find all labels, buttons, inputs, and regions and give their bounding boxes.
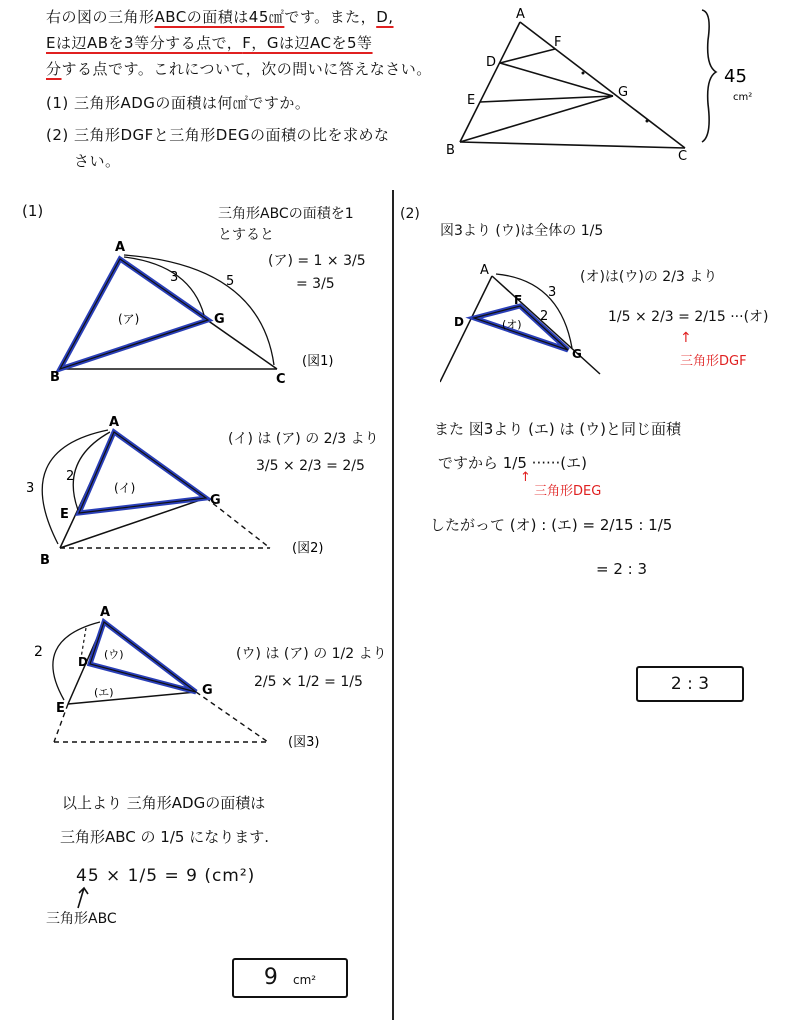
area-value: 45 bbox=[724, 66, 747, 87]
eq-a-2: = 3/5 bbox=[296, 276, 335, 292]
eq-i-2: 3/5 × 2/3 = 2/5 bbox=[256, 458, 365, 474]
triangle-label: (ア) bbox=[118, 312, 140, 326]
answer-box-2 bbox=[636, 666, 744, 702]
text: する点です。これについて，次の問いに答えなさい。 bbox=[61, 60, 432, 78]
triangle-label: (イ) bbox=[114, 481, 136, 495]
label-A: A bbox=[109, 415, 120, 430]
triangle-label: (オ) bbox=[502, 318, 522, 331]
triangle-label: (エ) bbox=[94, 686, 114, 699]
figure-label: (図2) bbox=[292, 541, 324, 556]
figure-3 bbox=[20, 600, 370, 760]
label-B: B bbox=[446, 143, 455, 158]
side-label: 5 bbox=[226, 274, 235, 289]
also-2: ですから 1/5 ······(エ) bbox=[438, 454, 587, 472]
label-E: E bbox=[56, 701, 65, 716]
side-label: 3 bbox=[170, 270, 179, 285]
eq-u-2: 2/5 × 1/2 = 1/5 bbox=[254, 674, 363, 690]
label-A: A bbox=[480, 263, 489, 278]
answer-value: 9 bbox=[263, 965, 278, 990]
label-G: G bbox=[214, 312, 225, 327]
arrow-up-icon bbox=[70, 884, 100, 910]
label-A: A bbox=[100, 605, 111, 620]
conclusion-1: 以上より 三角形ADGの面積は bbox=[62, 794, 266, 812]
also-1: また 図3より (エ) は (ウ)と同じ面積 bbox=[434, 420, 682, 438]
question-2-cont: さい。 bbox=[74, 152, 121, 170]
side-label: 2 bbox=[540, 309, 549, 324]
text: です。また， bbox=[284, 8, 377, 26]
label-C: C bbox=[276, 372, 286, 385]
label-D: D bbox=[454, 315, 464, 329]
question-text: 三角形DGFと三角形DEGの面積の比を求めな bbox=[74, 126, 390, 144]
calculation: 45 × 1/5 = 9 (cm²) bbox=[76, 866, 256, 886]
eq-a-1: (ア) = 1 × 3/5 bbox=[268, 253, 366, 269]
answer-unit: cm² bbox=[292, 973, 317, 987]
column-divider bbox=[392, 190, 394, 1020]
problem-line-1 bbox=[46, 4, 446, 30]
calc-note: 三角形ABC bbox=[46, 911, 117, 927]
label-D: D bbox=[78, 655, 88, 669]
red-arrow-icon: ↑ bbox=[680, 330, 692, 346]
label-E: E bbox=[467, 93, 476, 108]
text: ABCの面積は45㎠ bbox=[154, 8, 285, 26]
side-label: 3 bbox=[26, 481, 35, 496]
question-text: 三角形ADGの面積は何㎠ですか。 bbox=[74, 94, 311, 112]
part2-intro: 図3より (ウ)は全体の 1/5 bbox=[440, 223, 604, 239]
therefore-1: したがって (オ) : (エ) = 2/15 : 1/5 bbox=[430, 516, 673, 534]
label-G: G bbox=[572, 347, 582, 361]
text: D, bbox=[376, 8, 394, 26]
label-D: D bbox=[486, 55, 497, 70]
eq-u-1: (ウ) は (ア) の 1/2 より bbox=[236, 646, 387, 662]
red-arrow-icon-2: ↑ bbox=[520, 470, 531, 485]
text: F，Gは辺ACを5等 bbox=[242, 34, 373, 52]
eq-i-1: (イ) は (ア) の 2/3 より bbox=[228, 431, 379, 447]
text: 右の図の三角形 bbox=[46, 8, 155, 26]
side-label: 3 bbox=[548, 285, 557, 300]
answer-box-1 bbox=[232, 958, 348, 998]
brace-icon bbox=[702, 10, 716, 142]
eq-o-2: 1/5 × 2/3 = 2/15 ···(オ) bbox=[608, 309, 769, 325]
triangle-label: (ウ) bbox=[104, 648, 124, 661]
label-B: B bbox=[50, 370, 60, 385]
problem-statement bbox=[46, 4, 446, 174]
label-A: A bbox=[516, 7, 525, 22]
area-unit: cm² bbox=[733, 92, 753, 103]
eq-o-1: (オ)は(ウ)の 2/3 より bbox=[580, 269, 718, 285]
answer-ratio: 2 : 3 bbox=[670, 674, 710, 694]
text: Eは辺ABを3等分する点で， bbox=[46, 34, 243, 52]
question-number: (2) bbox=[46, 126, 69, 144]
label-A: A bbox=[115, 240, 126, 255]
problem-line-3 bbox=[46, 56, 446, 82]
text: 分 bbox=[46, 60, 62, 78]
part1-note-1: 三角形ABCの面積を1 bbox=[218, 206, 354, 222]
part1-heading: (1) bbox=[22, 202, 44, 220]
part2-heading: (2) bbox=[400, 206, 420, 222]
label-F: F bbox=[554, 35, 562, 50]
main-triangle-figure bbox=[440, 0, 787, 180]
question-2 bbox=[46, 122, 446, 148]
label-G: G bbox=[202, 683, 213, 698]
figure-label: (図3) bbox=[288, 735, 320, 750]
red-note-deg: 三角形DEG bbox=[534, 484, 602, 499]
conclusion-2: 三角形ABC の 1/5 になります. bbox=[60, 828, 269, 846]
label-C: C bbox=[678, 149, 688, 164]
figure-2 bbox=[20, 410, 370, 570]
question-number: (1) bbox=[46, 94, 69, 112]
problem-line-2 bbox=[46, 30, 446, 56]
label-F: F bbox=[514, 293, 523, 307]
therefore-2: = 2 : 3 bbox=[596, 560, 648, 578]
part1-note-2: とすると bbox=[218, 227, 274, 243]
side-label: 2 bbox=[34, 644, 43, 660]
red-note-dgf: 三角形DGF bbox=[680, 354, 747, 369]
side-label: 2 bbox=[66, 469, 75, 484]
label-E: E bbox=[60, 507, 69, 522]
question-1 bbox=[46, 90, 446, 116]
figure-1 bbox=[40, 235, 390, 385]
label-G: G bbox=[210, 493, 221, 508]
label-G: G bbox=[618, 85, 629, 100]
figure-label: (図1) bbox=[302, 354, 334, 369]
label-B: B bbox=[40, 553, 50, 568]
